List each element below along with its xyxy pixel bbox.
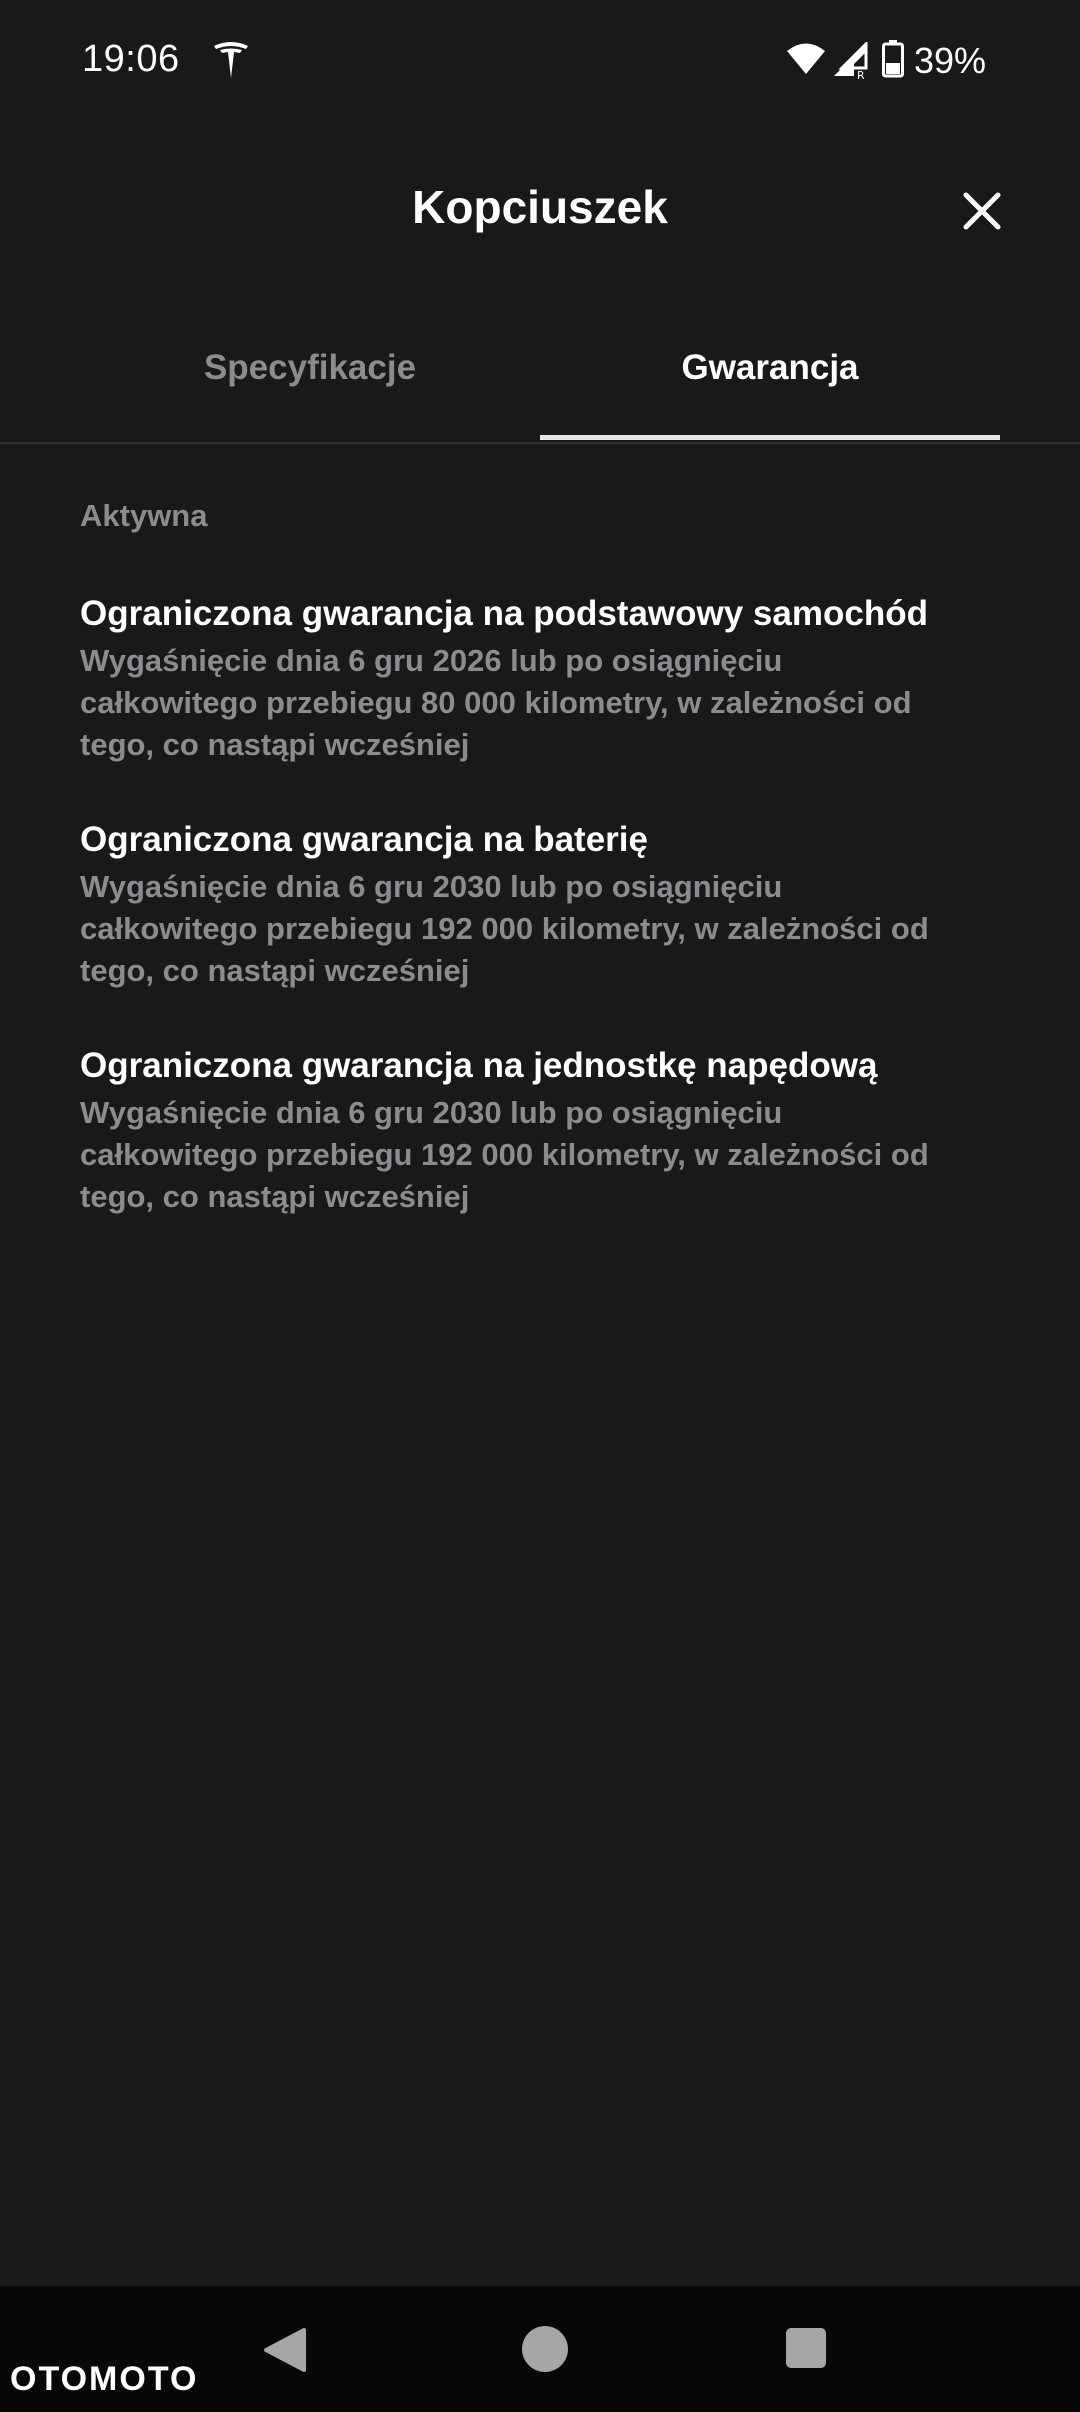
home-icon[interactable] bbox=[522, 2326, 568, 2372]
warranty-description-line: Wygaśnięcie dnia 6 gru 2026 lub po osiągnięciu bbox=[80, 643, 783, 678]
tab-specifications[interactable] bbox=[80, 336, 540, 440]
page-title: Kopciuszek bbox=[412, 181, 668, 233]
warranty-description-line: Wygaśnięcie dnia 6 gru 2030 lub po osiągnięciu bbox=[80, 1095, 783, 1130]
status-time: 19:06 bbox=[82, 38, 180, 80]
svg-text:R: R bbox=[857, 69, 865, 80]
warranty-description-line: tego, co nastąpi wcześniej bbox=[80, 1179, 470, 1214]
warranty-title: Ograniczona gwarancja na podstawowy samochód bbox=[80, 594, 928, 633]
tab-specifications-label: Specyfikacje bbox=[203, 348, 417, 387]
warranty-description-line: tego, co nastąpi wcześniej bbox=[80, 727, 470, 762]
tab-warranty[interactable] bbox=[540, 336, 1000, 440]
active-tab-indicator bbox=[540, 435, 1000, 440]
tab-warranty-label: Gwarancja bbox=[681, 348, 859, 387]
section-label-active: Aktywna bbox=[80, 498, 208, 533]
close-icon bbox=[962, 191, 1002, 231]
wifi-icon bbox=[786, 42, 826, 76]
warranty-description bbox=[80, 640, 1000, 766]
tab-bar bbox=[0, 336, 1080, 444]
warranty-title: Ograniczona gwarancja na baterię bbox=[80, 820, 648, 859]
back-icon[interactable] bbox=[260, 2326, 310, 2374]
warranty-description-line: całkowitego przebiegu 192 000 kilometry, w zależności od bbox=[80, 911, 929, 946]
warranty-title: Ograniczona gwarancja na jednostkę napędową bbox=[80, 1046, 878, 1085]
otomoto-watermark: OTOMOTO bbox=[10, 2360, 199, 2398]
warranty-list bbox=[80, 590, 1000, 1268]
signal-icon bbox=[832, 42, 868, 80]
battery-icon bbox=[882, 40, 904, 78]
warranty-description-line: Wygaśnięcie dnia 6 gru 2030 lub po osiągnięciu bbox=[80, 869, 783, 904]
battery-percent: 39% bbox=[914, 40, 987, 81]
tesla-logo bbox=[212, 40, 250, 80]
recents-icon[interactable] bbox=[786, 2328, 826, 2368]
warranty-description-line: całkowitego przebiegu 80 000 kilometry, w zależności od bbox=[80, 685, 912, 720]
warranty-description bbox=[80, 866, 1000, 992]
warranty-description-line: tego, co nastąpi wcześniej bbox=[80, 953, 470, 988]
warranty-item-basic-vehicle bbox=[80, 590, 1000, 766]
status-bar bbox=[0, 0, 1080, 126]
warranty-description bbox=[80, 1092, 1000, 1218]
warranty-description-line: całkowitego przebiegu 192 000 kilometry, w zależności od bbox=[80, 1137, 929, 1172]
close-button[interactable] bbox=[952, 186, 1012, 236]
warranty-item-drive-unit bbox=[80, 1042, 1000, 1218]
warranty-item-battery bbox=[80, 816, 1000, 992]
